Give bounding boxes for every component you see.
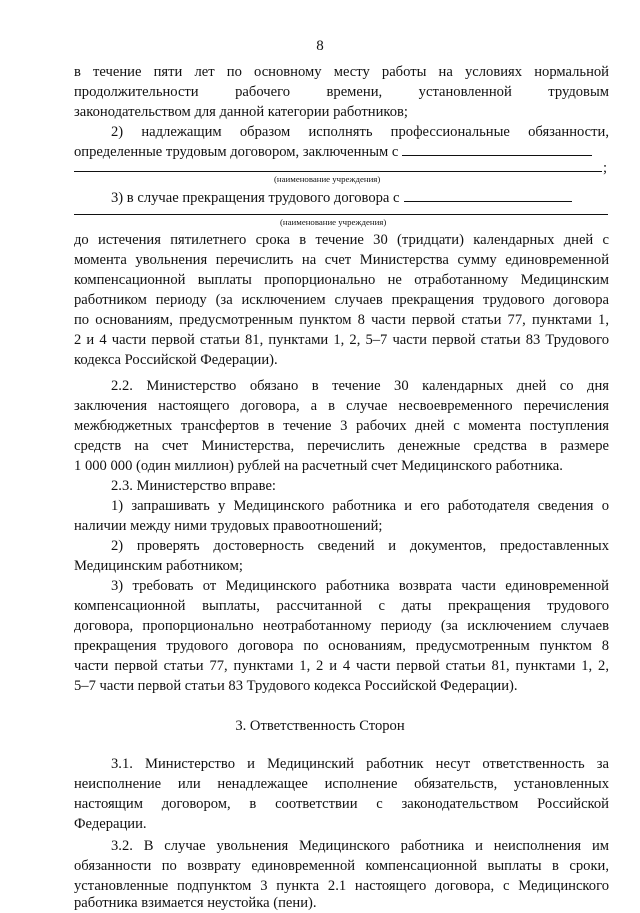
text-line: прекращения трудового договора по основаниям, предусмотренным пунктом 8 — [74, 638, 609, 654]
text-line: компенсационной выплаты пропорционально не отработанному Медицинским — [74, 272, 609, 288]
text-line: продолжительности рабочего времени, установленной трудовым — [74, 84, 609, 100]
blank-line — [74, 214, 608, 215]
text-line: по основаниям, предусмотренным пунктом 8 части первой статьи 77, пунктами 1, — [74, 312, 609, 328]
text-line: части первой статьи 77, пунктами 1, 2 и 4 части первой статьи 81, пунктами 1, 2, — [74, 658, 609, 674]
text-line: установленные подпунктом 3 пункта 2.1 настоящего договора, с Медицинского — [74, 878, 609, 894]
text-line: Медицинским работником; — [74, 558, 243, 574]
blank-line — [74, 171, 602, 172]
text-line: компенсационной выплаты, рассчитанной с даты прекращения трудового — [74, 598, 609, 614]
text-line: работником периоду (за исключением случаев прекращения трудового договора — [74, 292, 609, 308]
text-line: 1) запрашивать у Медицинского работника и его работодателя сведения о — [111, 498, 609, 514]
text-line: договора, пропорционально неотработанному периоду (за исключением случаев — [74, 618, 609, 634]
caption-institution: (наименование учреждения) — [274, 174, 381, 184]
text-line: 5–7 части первой статьи 83 Трудового кодекса Российской Федерации). — [74, 678, 518, 694]
text-line: законодательством для данной категории работников; — [74, 104, 408, 120]
text-line: 2) надлежащим образом исполнять профессиональные обязанности, — [111, 124, 609, 140]
text-line: до истечения пятилетнего срока в течение 30 (тридцати) календарных дней с — [74, 232, 609, 248]
text-line: 2.3. Министерство вправе: — [111, 478, 276, 494]
text-line: 2) проверять достоверность сведений и документов, предоставленных — [111, 538, 609, 554]
text-line: кодекса Российской Федерации). — [74, 352, 278, 368]
section-heading: 3. Ответственность Сторон — [235, 718, 405, 734]
text-line: 3.1. Министерство и Медицинский работник несут ответственность за — [111, 756, 609, 772]
text-line: неисполнение или ненадлежащее исполнение обязательств, установленных — [74, 776, 609, 792]
text-line: 2.2. Министерство обязано в течение 30 календарных дней со дня — [111, 378, 609, 394]
blank-line — [404, 201, 572, 202]
caption-institution: (наименование учреждения) — [280, 217, 387, 227]
blank-line — [402, 155, 592, 156]
semicolon: ; — [603, 160, 608, 176]
text-line: обязанности по возврату единовременной компенсационной выплаты в сроки, — [74, 858, 609, 874]
text-line: 3) требовать от Медицинского работника возврата части единовременной — [111, 578, 609, 594]
text-line: в течение пяти лет по основному месту работы на условиях нормальной — [74, 64, 609, 80]
text-line: заключения настоящего договора, а в случае несвоевременного перечисления — [74, 398, 609, 414]
text-line: межбюджетных трансфертов в течение 3 рабочих дней с момента поступления — [74, 418, 609, 434]
text-line: средств на счет Министерства, перечислить денежные средства в размере — [74, 438, 609, 454]
text-fragment: 3) в случае прекращения трудового договора с — [111, 190, 400, 206]
text-fragment: определенные трудовым договором, заключенным с — [74, 144, 399, 160]
text-line — [74, 142, 609, 162]
text-line — [111, 188, 609, 208]
text-line: 2 и 4 части первой статьи 81, пунктами 1, 2, 5–7 части первой статьи 83 Трудового — [74, 332, 609, 348]
text-line: 3.2. В случае увольнения Медицинского работника и неисполнения им — [111, 838, 609, 854]
text-line: работника взимается неустойка (пени). — [74, 895, 317, 911]
page-number: 8 — [316, 38, 324, 54]
text-line: 1 000 000 (один миллион) рублей на расчетный счет Медицинского работника. — [74, 458, 563, 474]
text-line: настоящим договором, в соответствии с законодательством Российской — [74, 796, 609, 812]
text-line: момента увольнения перечислить на счет Министерства сумму единовременной — [74, 252, 609, 268]
text-line: наличии между ними трудовых правоотношений; — [74, 518, 383, 534]
text-line: Федерации. — [74, 816, 147, 832]
